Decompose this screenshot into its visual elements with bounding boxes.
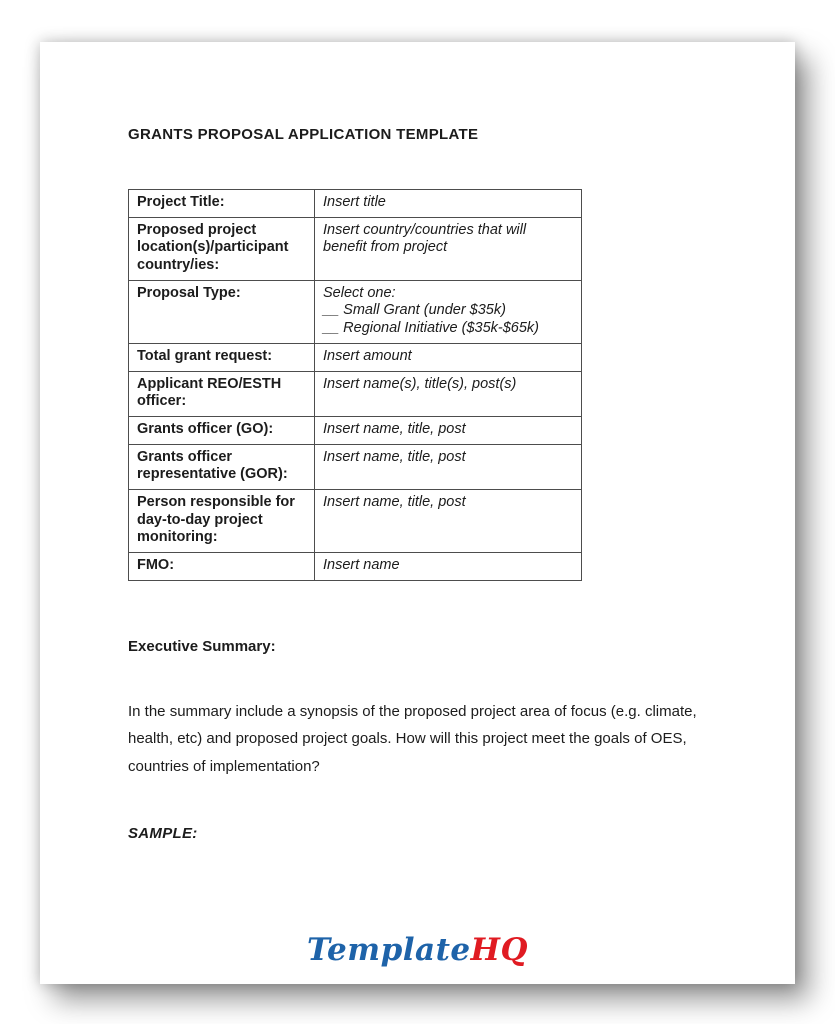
table-row-total-grant-request bbox=[129, 343, 582, 371]
field-value: Insert name, title, post bbox=[315, 444, 582, 489]
logo-text-accent: HQ bbox=[470, 932, 528, 968]
table-row-fmo bbox=[129, 553, 582, 581]
field-label: Proposal Type: bbox=[129, 280, 315, 343]
table-row-proposed-location bbox=[129, 217, 582, 280]
table-row-project-title bbox=[129, 190, 582, 218]
field-label: Grants officer representative (GOR): bbox=[129, 444, 315, 489]
document-sheet bbox=[40, 42, 795, 984]
field-value: Insert country/countries that will benefit from project bbox=[315, 217, 582, 280]
table-row-grants-officer bbox=[129, 416, 582, 444]
field-value: Insert name, title, post bbox=[315, 416, 582, 444]
field-label: Proposed project location(s)/participant country/ies: bbox=[129, 217, 315, 280]
field-value: Insert name, title, post bbox=[315, 489, 582, 552]
proposal-fields-table bbox=[128, 189, 582, 581]
templatehq-logo bbox=[40, 932, 795, 968]
sample-label: SAMPLE: bbox=[128, 824, 198, 842]
field-label: Grants officer (GO): bbox=[129, 416, 315, 444]
summary-instructions: In the summary include a synopsis of the proposed project area of focus (e.g. climate, health, etc) and proposed project goals. How will this project meet the goals of OES, countries of implementation? bbox=[128, 702, 697, 776]
table-row-proposal-type bbox=[129, 280, 582, 343]
field-value: Insert title bbox=[315, 190, 582, 218]
field-label: Applicant REO/ESTH officer: bbox=[129, 371, 315, 416]
logo-text-primary: Template bbox=[307, 932, 471, 968]
table-row-grants-officer-representative bbox=[129, 444, 582, 489]
field-value bbox=[315, 280, 582, 343]
field-value: Insert name(s), title(s), post(s) bbox=[315, 371, 582, 416]
executive-summary-heading: Executive Summary: bbox=[128, 637, 276, 655]
field-label: Person responsible for day-to-day project monitoring: bbox=[129, 489, 315, 552]
field-label: Project Title: bbox=[129, 190, 315, 218]
option-small-grant: __ Small Grant (under $35k) bbox=[323, 302, 506, 319]
field-label: Total grant request: bbox=[129, 343, 315, 371]
field-label: FMO: bbox=[129, 553, 315, 581]
table-row-applicant-officer bbox=[129, 371, 582, 416]
document-content bbox=[40, 42, 795, 842]
table-row-monitoring-person bbox=[129, 489, 582, 552]
select-one-prompt: Select one: bbox=[323, 284, 396, 301]
document-title: GRANTS PROPOSAL APPLICATION TEMPLATE bbox=[128, 126, 479, 143]
field-value: Insert amount bbox=[315, 343, 582, 371]
option-regional-initiative: __ Regional Initiative ($35k-$65k) bbox=[323, 320, 540, 337]
field-value: Insert name bbox=[315, 553, 582, 581]
